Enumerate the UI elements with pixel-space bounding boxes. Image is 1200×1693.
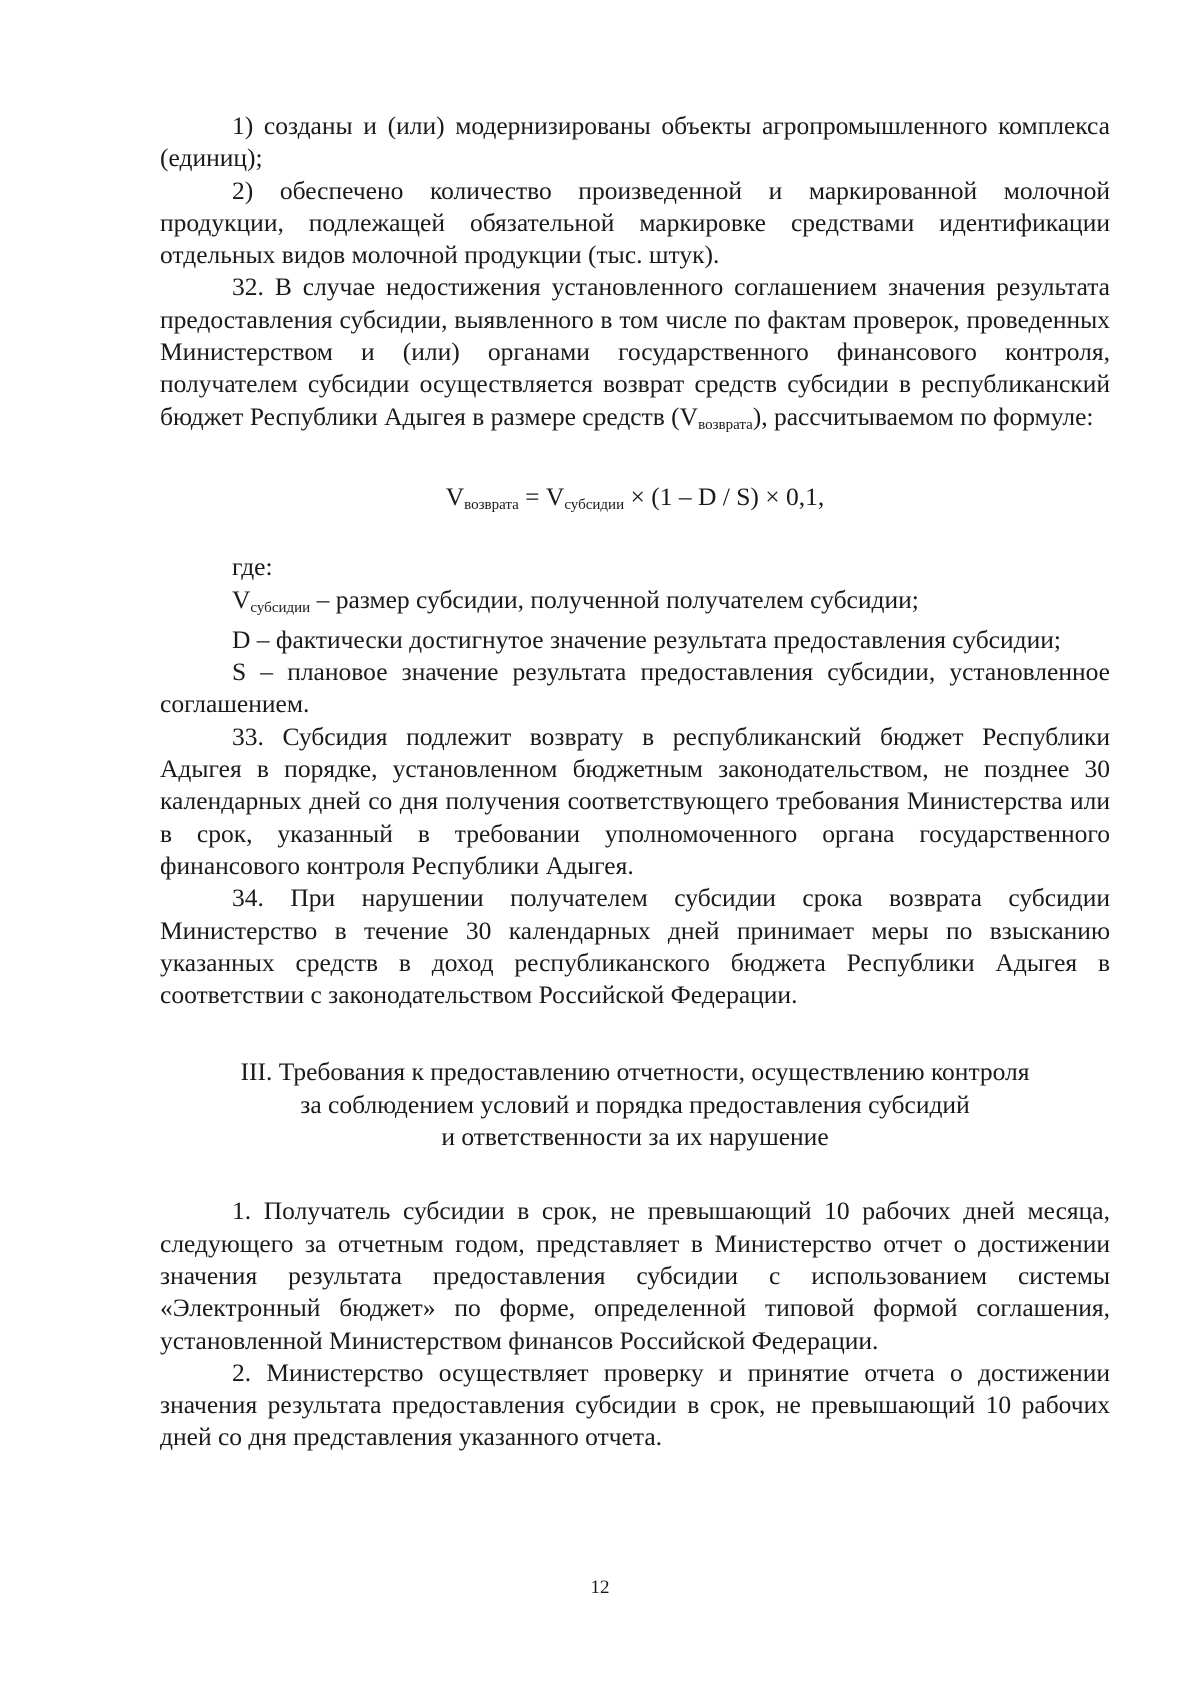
paragraph-32-tail: ), рассчитываемом по формуле: — [752, 401, 1094, 431]
section3-paragraph-2: 2. Министерство осуществляет проверку и принятие отчета о достижении значения результата предоставления субсидии в срок, не превышающий 10 рабочих дней со дня представления указанного отчета. — [160, 1357, 1110, 1452]
document-page — [160, 110, 1110, 1454]
section3-paragraph-1: 1. Получатель субсидии в срок, не превышающий 10 рабочих дней месяца, следующего за отчетным годом, представляет в Министерство отчет о достижении значения результата предоставления субсидии с использованием системы «Электронный бюджет» по форме, определенной типовой формой соглашения, установленной Министерством финансов Российской Федерации. — [160, 1196, 1110, 1355]
where-label: где: — [232, 552, 273, 582]
section-title — [160, 1056, 1110, 1153]
paragraph-32-text: 32. В случае недостижения установленного соглашением значения результата предоставления субсидии, выявленного в том числе по фактам проверок, проведенных Министерством и (или) органами государственного финансового контроля, получателем субсидии осуществляется возврат средств субсидии в республиканский бюджет Республики Адыгея в размере средств (V — [160, 272, 1110, 431]
section-title-line-2: за соблюдением условий и порядка предоставления субсидий — [300, 1089, 970, 1119]
formula-sub2: субсидии — [564, 496, 625, 513]
definition-v-text: – размер субсидии, полученной получателем субсидии; — [310, 584, 919, 614]
formula-tail: × (1 – D / S) × 0,1, — [624, 481, 825, 511]
definition-v-symbol: V — [232, 584, 251, 614]
definition-d: D – фактически достигнутое значение результата предоставления субсидии; — [232, 624, 1061, 654]
subscript-vozvrata: возврата — [698, 416, 753, 433]
list-item-1: 1) созданы и (или) модернизированы объекты агропромышленного комплекса (единиц); — [160, 111, 1110, 173]
section-title-line-3: и ответственности за их нарушение — [441, 1122, 829, 1152]
paragraph-33: 33. Субсидия подлежит возврату в республиканский бюджет Республики Адыгея в порядке, установленном бюджетным законодательством, не позднее 30 календарных дней со дня получения соответствующего требования Министерства или в срок, указанный в требовании уполномоченного органа государственного финансового контроля Республики Адыгея. — [160, 721, 1110, 880]
list-item-2: 2) обеспечено количество произведенной и маркированной молочной продукции, подлежащей обязательной маркировке средствами идентификации отдельных видов молочной продукции (тыс. штук). — [160, 175, 1110, 270]
formula-v1: V — [445, 481, 465, 511]
definition-s: S – плановое значение результата предоставления субсидии, установленное соглашением. — [160, 657, 1110, 719]
return-formula — [160, 481, 1110, 521]
section-title-line-1: III. Требования к предоставлению отчетности, осуществлению контроля — [240, 1057, 1030, 1087]
paragraph-32 — [160, 271, 1110, 440]
page-number: 12 — [590, 1577, 610, 1598]
definition-v-sub: субсидии — [250, 599, 311, 616]
formula-sub1: возврата — [464, 496, 519, 513]
definition-v — [160, 584, 1110, 624]
paragraph-34: 34. При нарушении получателем субсидии срока возврата субсидии Министерство в течение 30 календарных дней принимает меры по взысканию указанных средств в доход республиканского бюджета Республики Адыгея в соответствии с законодательством Российской Федерации. — [160, 883, 1110, 1010]
formula-mid: = V — [518, 481, 565, 511]
